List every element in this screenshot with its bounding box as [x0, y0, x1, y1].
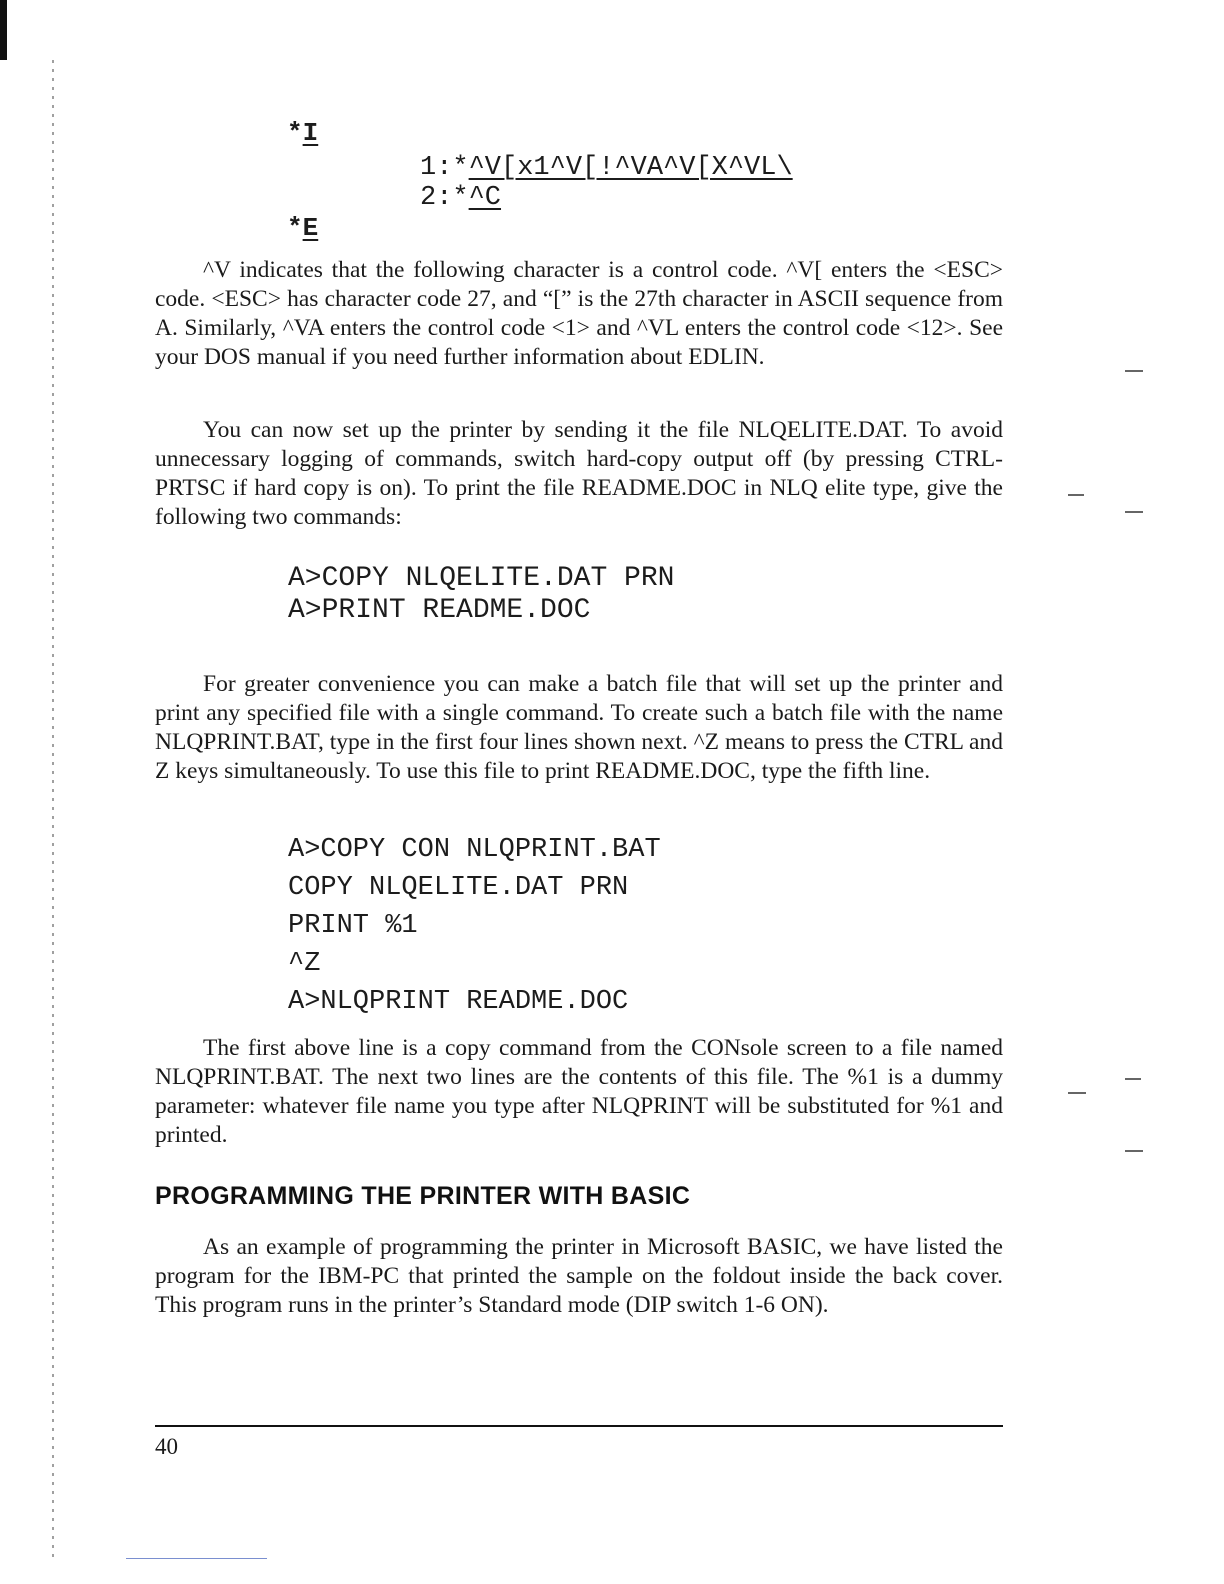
scan-artifact-line	[126, 1558, 267, 1559]
scan-margin-mark	[1068, 1092, 1086, 1094]
scan-margin-mark	[1068, 494, 1084, 496]
batch-line: ^Z	[288, 949, 321, 979]
footer-rule	[155, 1425, 1003, 1427]
edlin-insert-command: *I	[287, 118, 319, 148]
section-heading: PROGRAMMING THE PRINTER WITH BASIC	[155, 1182, 691, 1210]
scan-binding-edge	[0, 0, 70, 1584]
paragraph-control-codes: ^V indicates that the following character is a control code. ^V[ enters the <ESC> code. <ESC> has character code 27, and “[” is the 27th character in ASCII sequence from A. Similarly, ^VA enters the control code <1> and ^VL enters the control code <12>. See your DOS manual if you need further information about EDLIN.	[155, 257, 1003, 370]
command-copy-nlqelite: A>COPY NLQELITE.DAT PRN	[288, 563, 675, 594]
paragraph-batch-file: For greater convenience you can make a batch file that will set up the printer and print any specified file with a single command. To create such a batch file with the name NLQPRINT.BAT, type in the first four lines shown next. ^Z means to press the CTRL and Z keys simultaneously. To use this file to print README.DOC, type the fifth line.	[155, 671, 1003, 784]
edlin-line-1: 1:*^V[x1^V[!^VA^V[X^VL\	[420, 153, 793, 183]
paragraph-basic-example: As an example of programming the printer in Microsoft BASIC, we have listed the program for the IBM-PC that printed the sample on the foldout inside the back cover. This program runs in the printer’s Standard mode (DIP switch 1-6 ON).	[155, 1234, 1003, 1318]
batch-line: A>COPY CON NLQPRINT.BAT	[288, 835, 661, 865]
batch-line: COPY NLQELITE.DAT PRN	[288, 873, 629, 903]
paragraph-setup-printer: You can now set up the printer by sending it the file NLQELITE.DAT. To avoid unnecessary logging of commands, switch hard-copy output off (by pressing CTRL-PRTSC if hard copy is on). To print the file README.DOC in NLQ elite type, give the following two commands:	[155, 417, 1003, 530]
scan-margin-mark	[1125, 1078, 1141, 1080]
page-number: 40	[155, 1434, 178, 1459]
command-print-readme: A>PRINT README.DOC	[288, 595, 591, 626]
paragraph-batch-explanation: The first above line is a copy command from the CONsole screen to a file named NLQPRINT.BAT. The next two lines are the contents of this file. The %1 is a dummy parameter: whatever file name you type after NLQPRINT will be substituted for %1 and printed.	[155, 1035, 1003, 1148]
scan-margin-mark	[1125, 1150, 1143, 1152]
scan-margin-mark	[1125, 511, 1143, 513]
batch-line: PRINT %1	[288, 911, 418, 941]
scan-margin-mark	[1125, 370, 1143, 372]
edlin-line-2: 2:*^C	[420, 183, 502, 213]
batch-line: A>NLQPRINT README.DOC	[288, 987, 629, 1017]
edlin-end-command: *E	[287, 213, 319, 243]
